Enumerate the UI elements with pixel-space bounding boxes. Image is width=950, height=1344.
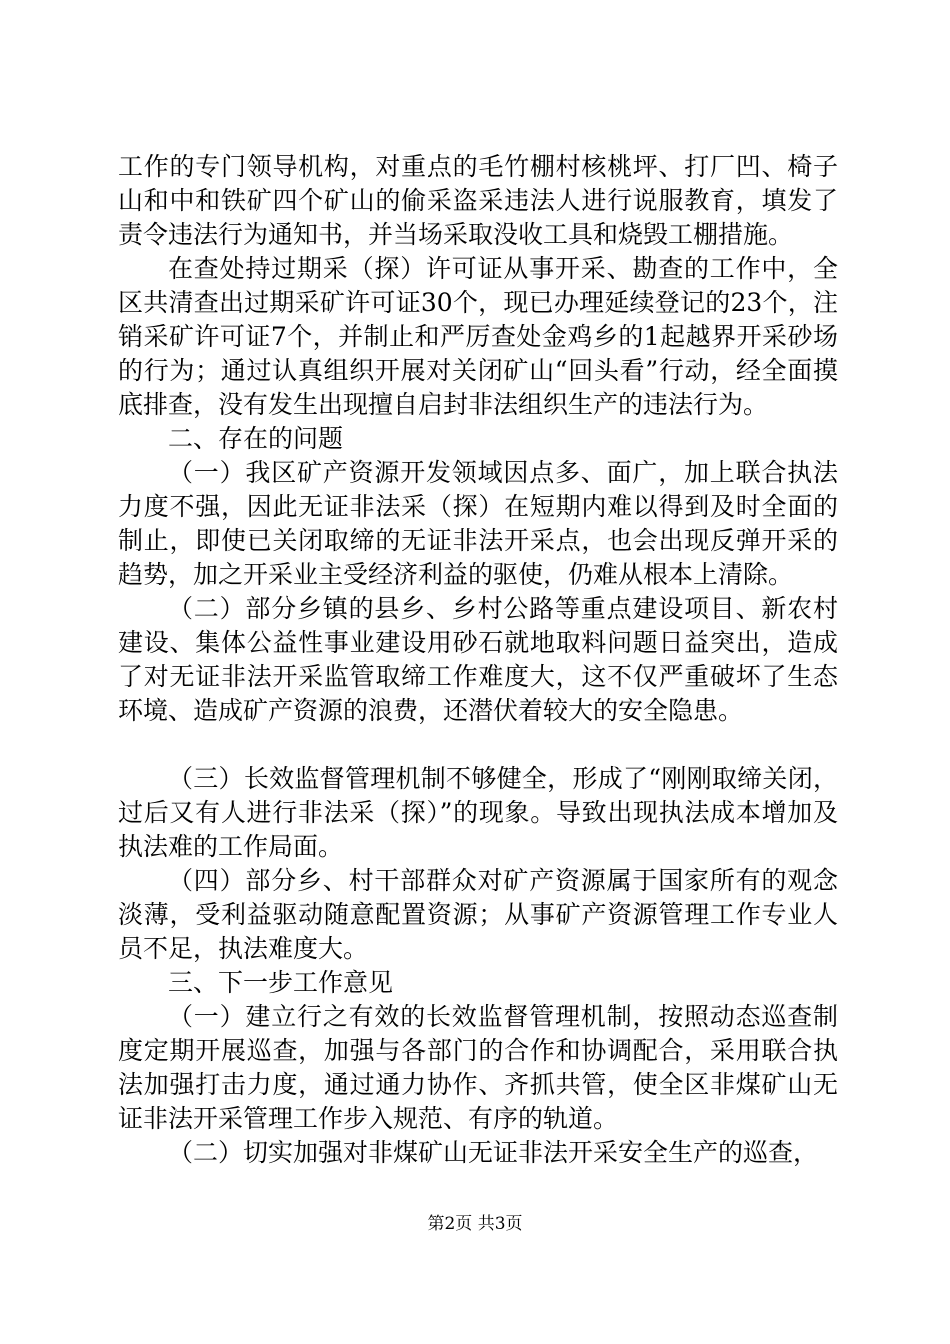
- paragraph-expired-permits: 在查处持过期采（探）许可证从事开采、勘查的工作中，全区共清查出过期采矿许可证30个，现已办理延续登记的23个，注销采矿许可证7个，并制止和严厉查处金鸡乡的1起越界开采砂场的行为；通过认真组织开展对关闭矿山“回头看”行动，经全面摸底排查，没有发生出现擅自启封非法组织生产的违法行为。: [118, 254, 838, 419]
- paragraph-problem-4: （四）部分乡、村干部群众对矿产资源属于国家所有的观念淡薄，受利益驱动随意配置资源；从事矿产资源管理工作专业人员不足，执法难度大。: [118, 866, 838, 963]
- paragraph-continuation: 工作的专门领导机构，对重点的毛竹棚村核桃坪、打厂凹、椅子山和中和铁矿四个矿山的偷采盗采违法人进行说服教育，填发了责令违法行为通知书，并当场采取没收工具和烧毁工棚措施。: [118, 152, 838, 249]
- section-heading-next-steps: 三、下一步工作意见: [168, 968, 394, 997]
- paragraph-problem-3: （三）长效监督管理机制不够健全，形成了“刚刚取缔关闭，过后又有人进行非法采（探）”的现象。导致出现执法成本增加及执法难的工作局面。: [118, 764, 838, 861]
- section-heading-problems: 二、存在的问题: [168, 424, 344, 453]
- paragraph-problem-1: （一）我区矿产资源开发领域因点多、面广，加上联合执法力度不强，因此无证非法采（探）在短期内难以得到及时全面的制止，即使已关闭取缔的无证非法开采点，也会出现反弹开采的趋势，加之开采业主受经济利益的驱使，仍难从根本上清除。: [118, 458, 838, 589]
- paragraph-next-step-2: （二）切实加强对非煤矿山无证非法开采安全生产的巡查，: [168, 1138, 819, 1167]
- page-number-footer: 第2页 共3页: [427, 1214, 523, 1234]
- paragraph-next-step-1: （一）建立行之有效的长效监督管理机制，按照动态巡查制度定期开展巡查，加强与各部门的合作和协调配合，采用联合执法加强打击力度，通过通力协作、齐抓共管，使全区非煤矿山无证非法开采管理工作步入规范、有序的轨道。: [118, 1002, 838, 1133]
- document-body: [118, 150, 838, 1170]
- paragraph-problem-2: （二）部分乡镇的县乡、乡村公路等重点建设项目、新农村建设、集体公益性事业建设用砂石就地取料问题日益突出，造成了对无证非法开采监管取缔工作难度大，这不仅严重破坏了生态环境、造成矿产资源的浪费，还潜伏着较大的安全隐患。: [118, 594, 838, 725]
- paragraph-gap: [118, 728, 838, 762]
